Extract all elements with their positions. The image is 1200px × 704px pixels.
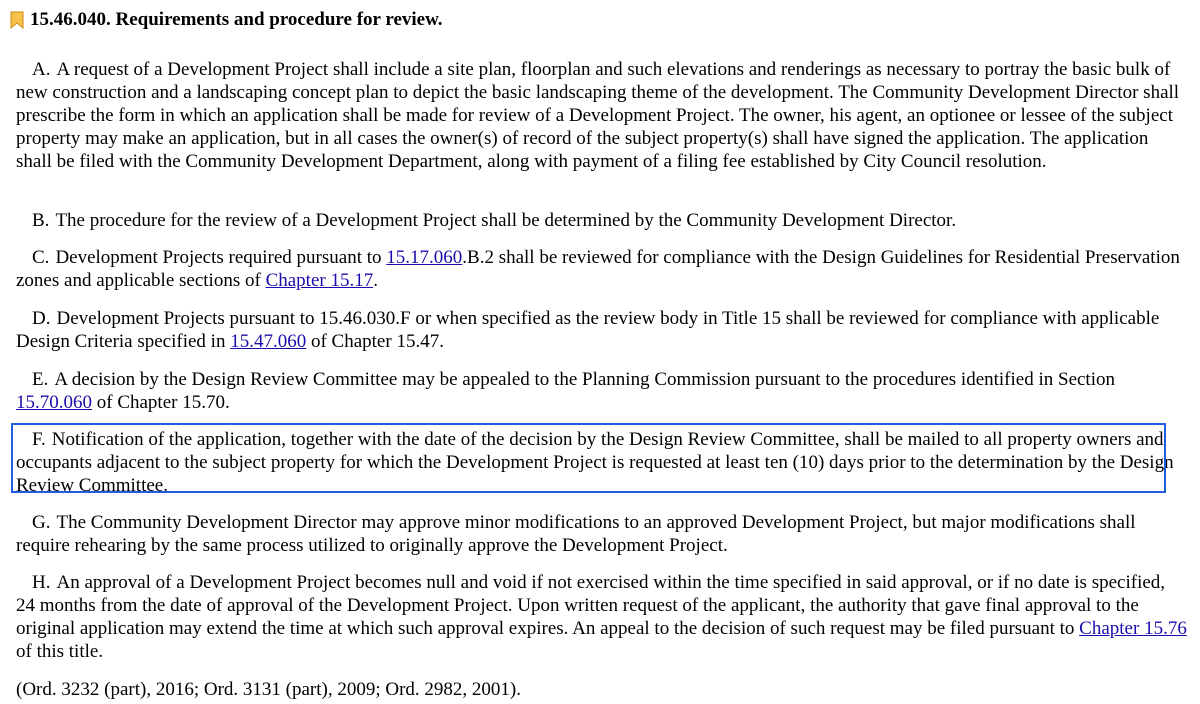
- bookmark-icon[interactable]: [10, 11, 24, 29]
- section-heading: [10, 8, 443, 32]
- paragraph-letter: C.: [32, 247, 50, 268]
- paragraph-b: [16, 209, 1188, 232]
- paragraph-text: A decision by the Design Review Committee may be appealed to the Planning Commission pursuant to the procedures identified in Section: [54, 369, 1115, 390]
- paragraph-text: of Chapter 15.70.: [92, 392, 230, 413]
- paragraph-text: Development Projects required pursuant to: [55, 247, 387, 268]
- paragraph-text: Development Projects pursuant to 15.46.030.F or when specified as the review body in Title 15 shall be reviewed for compliance with applicable Design Criteria specified in: [16, 308, 1160, 352]
- paragraph-letter: E.: [32, 369, 49, 390]
- paragraph-letter: H.: [32, 572, 51, 593]
- paragraph-e: [16, 368, 1188, 414]
- paragraph-text: of this title.: [16, 641, 104, 662]
- paragraph-text: .: [373, 270, 378, 291]
- paragraph-g: [16, 511, 1188, 557]
- paragraph-text: The Community Development Director may approve minor modifications to an approved Development Project, but major modifications shall require rehearing by the same process utilized to originally approve the Development Project.: [16, 512, 1136, 556]
- paragraph-letter: G.: [32, 512, 51, 533]
- ordinance-history: (Ord. 3232 (part), 2016; Ord. 3131 (part), 2009; Ord. 2982, 2001).: [16, 679, 521, 700]
- link-15-70-060[interactable]: 15.70.060: [16, 392, 92, 413]
- paragraph-letter: F.: [32, 429, 46, 450]
- section-title: 15.46.040. Requirements and procedure for review.: [30, 9, 443, 30]
- paragraph-c: [16, 246, 1188, 292]
- paragraph-h: [16, 571, 1188, 663]
- paragraph-d: [16, 307, 1188, 353]
- link-chapter-15-76[interactable]: Chapter 15.76: [1079, 618, 1187, 639]
- paragraph-text: Notification of the application, together with the date of the decision by the Design Review Committee, shall be mailed to all property owners and occupants adjacent to the subject property for which the Development Project is requested at least ten (10) days prior to the determination by the Design Review Committee.: [16, 429, 1174, 496]
- paragraph-letter: D.: [32, 308, 51, 329]
- link-15-47-060[interactable]: 15.47.060: [230, 331, 307, 352]
- paragraph-letter: A.: [32, 59, 51, 80]
- paragraph-text: An approval of a Development Project becomes null and void if not exercised within the time specified in said approval, or if no date is specified, 24 months from the date of approval of the Development Project. Upon written request of the applicant, the authority that gave final approval to the original application may extend the time at which such approval expires. An appeal to the decision of such request may be filed pursuant to: [16, 572, 1166, 639]
- paragraph-text: A request of a Development Project shall include a site plan, floorplan and such elevations and renderings as necessary to portray the basic bulk of new construction and a landscaping concept plan to depict the basic landscaping theme of the development. The Community Development Director shall prescribe the form in which an application shall be made for review of a Development Project. The owner, his agent, an optionee or lessee of the subject property may make an application, but in all cases the owner(s) of record of the subject property(s) shall have signed the application. The application shall be filed with the Community Development Department, along with payment of a filing fee established by City Council resolution.: [16, 59, 1180, 172]
- paragraph-letter: B.: [32, 210, 50, 231]
- paragraph-text: of Chapter 15.47.: [306, 331, 444, 352]
- paragraph-text: The procedure for the review of a Development Project shall be determined by the Community Development Director.: [55, 210, 957, 231]
- paragraph-text: .B.2 shall be reviewed for compliance with the Design Guidelines for Residential Preservation zones and applicable sections of: [16, 247, 1180, 291]
- paragraph-f: [16, 428, 1188, 497]
- link-15-17-060[interactable]: 15.17.060: [386, 247, 463, 268]
- link-chapter-15-17[interactable]: Chapter 15.17: [265, 270, 374, 291]
- paragraph-a: [16, 58, 1188, 173]
